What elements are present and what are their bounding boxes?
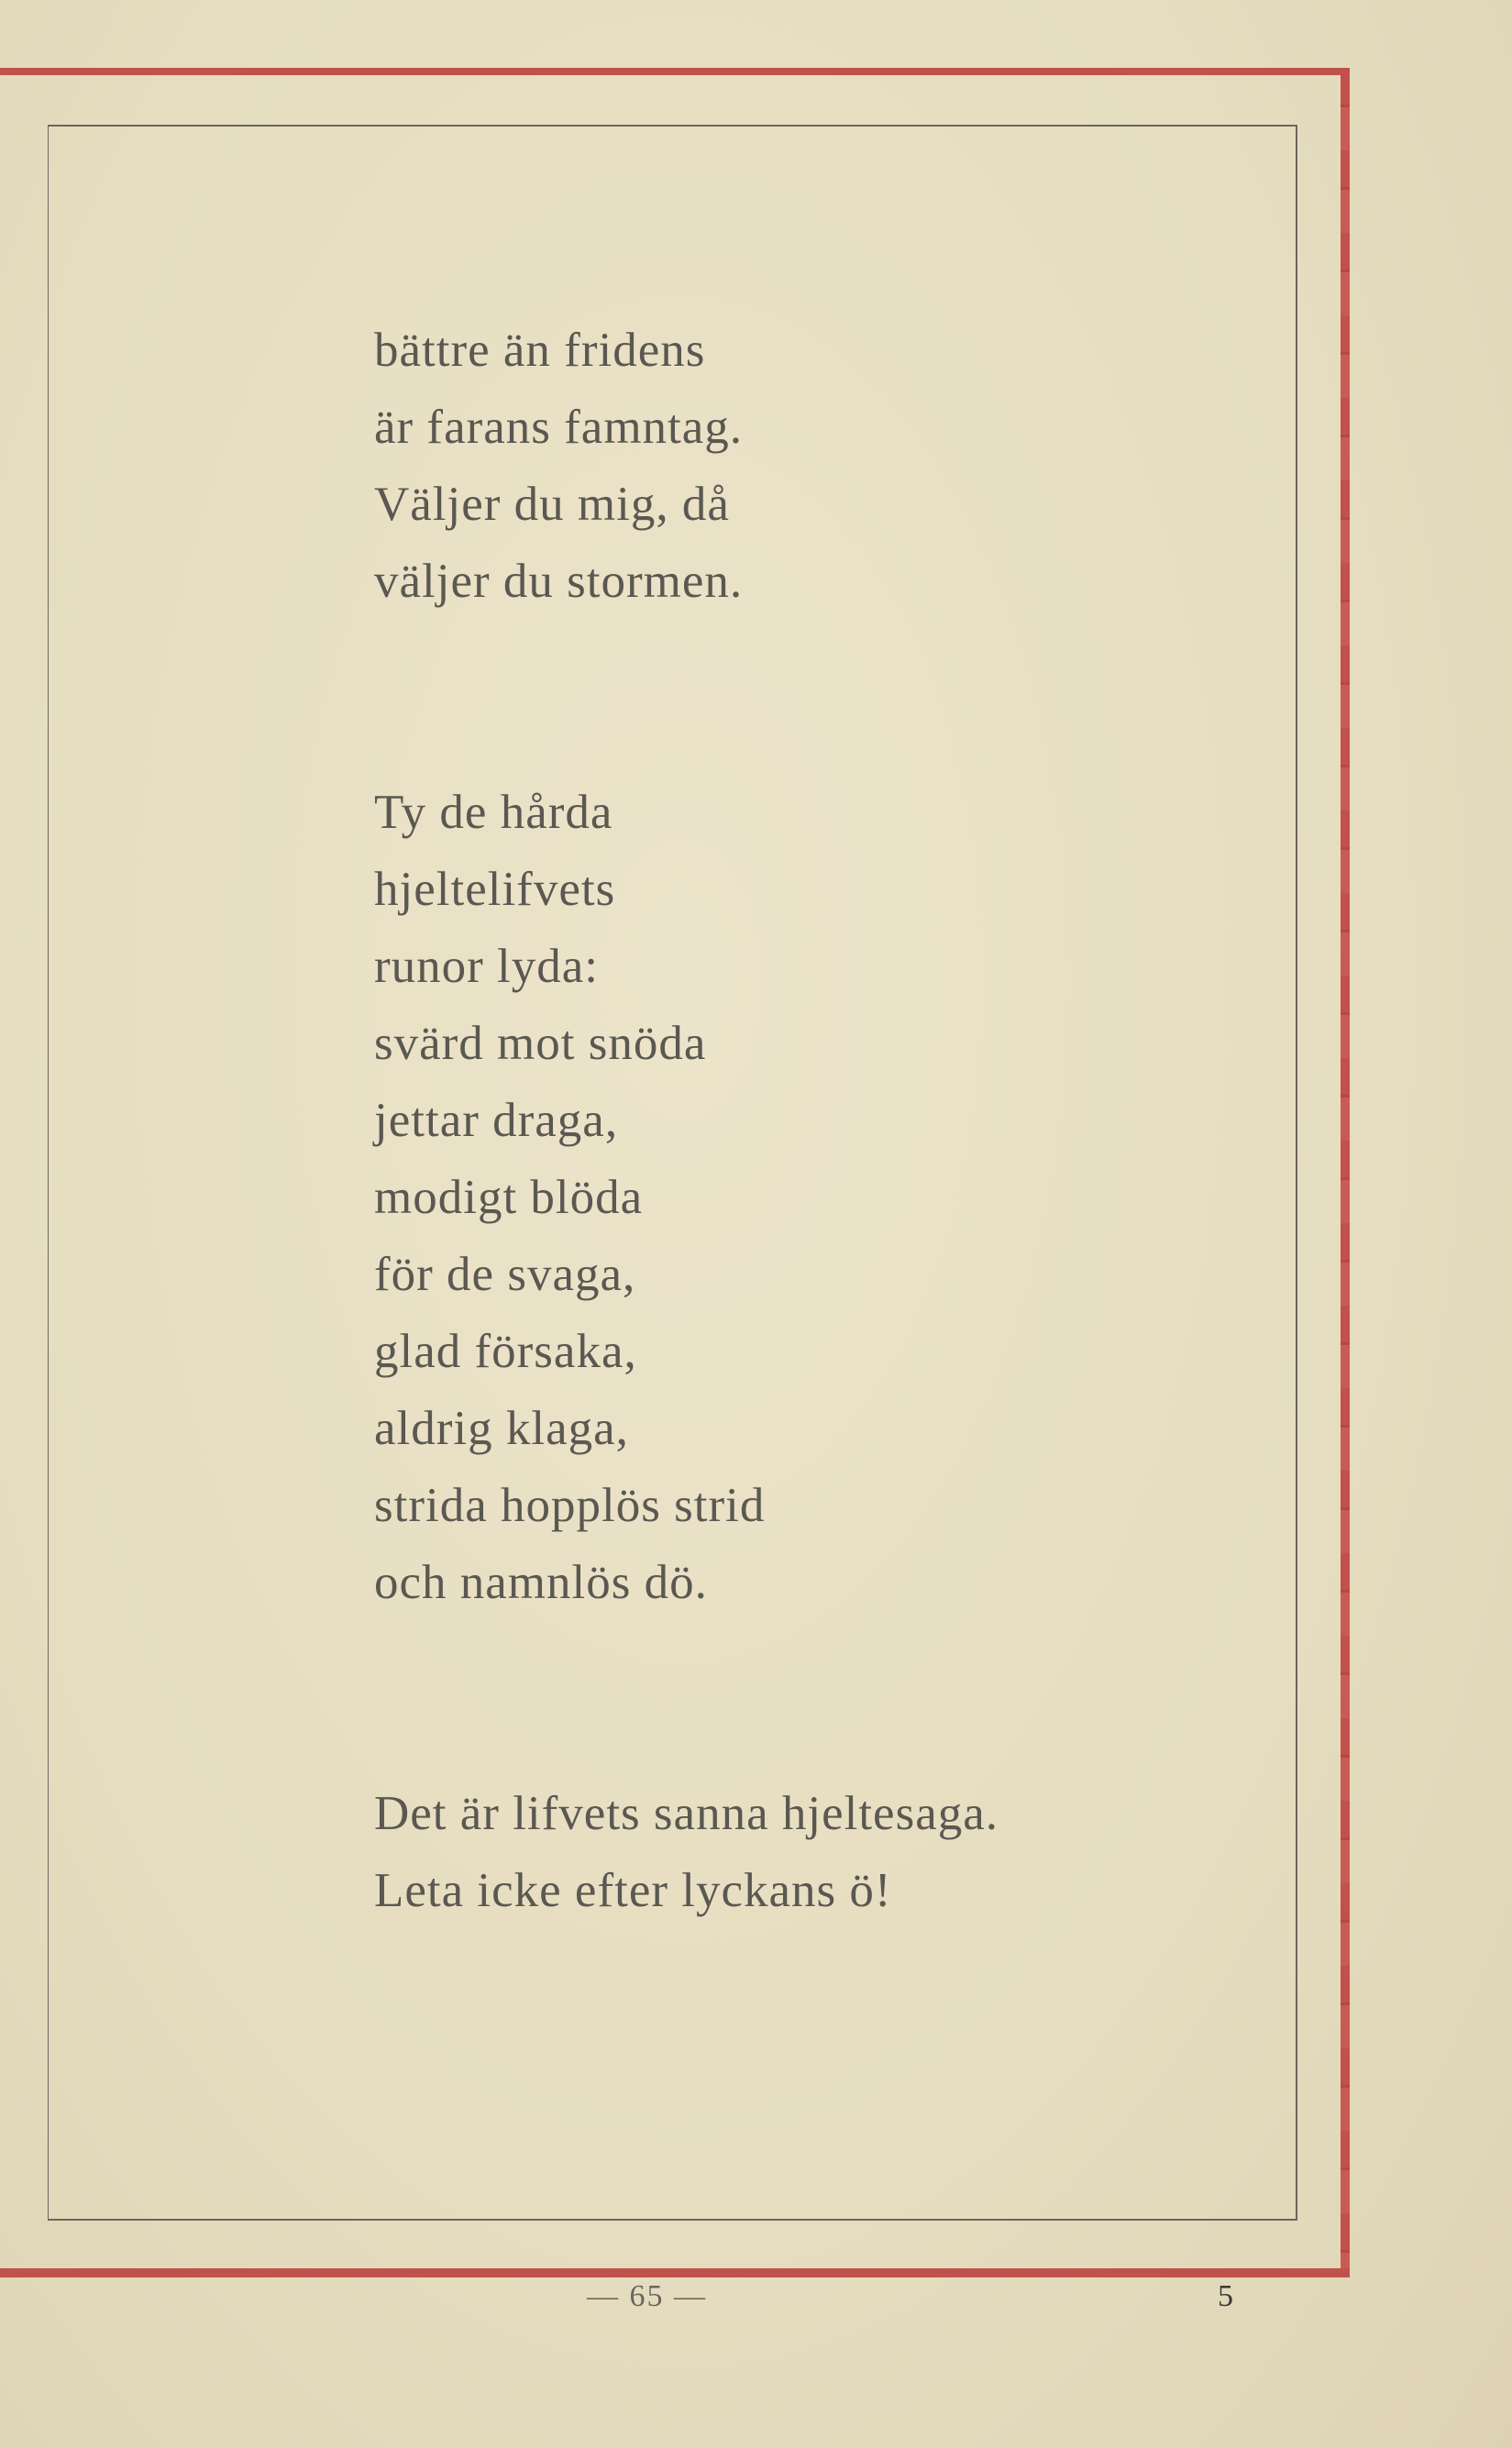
- poem-line: Leta icke efter lyckans ö!: [374, 1864, 892, 1917]
- poem-line: jettar draga,: [374, 1094, 619, 1147]
- poem-line: modigt blöda: [374, 1171, 644, 1224]
- poem-line: runor lyda:: [374, 940, 600, 993]
- stanza-1: [374, 312, 999, 620]
- signature-mark: 5: [1218, 2279, 1233, 2313]
- red-border-right: [1341, 68, 1350, 2277]
- red-border-top: [0, 68, 1350, 75]
- poem-line: Väljer du mig, då: [374, 478, 730, 531]
- poem-line: aldrig klaga,: [374, 1402, 629, 1455]
- poem-line: bättre än fridens: [374, 324, 706, 377]
- poem-line: glad försaka,: [374, 1325, 637, 1378]
- poem-text: [374, 312, 999, 1929]
- poem-line: hjeltelifvets: [374, 863, 616, 916]
- poem-line: strida hopplös strid: [374, 1479, 766, 1532]
- red-border-bottom: [0, 2268, 1350, 2277]
- stanza-3: [374, 1775, 999, 1929]
- page-number: — 65 —: [587, 2279, 707, 2313]
- poem-line: Det är lifvets sanna hjeltesaga.: [374, 1787, 999, 1840]
- poem-line: är farans famntag.: [374, 401, 744, 454]
- poem-line: och namnlös dö.: [374, 1556, 708, 1609]
- poem-line: Ty de hårda: [374, 786, 613, 839]
- poem-line: svärd mot snöda: [374, 1017, 707, 1070]
- poem-line: väljer du stormen.: [374, 555, 744, 608]
- stanza-2: [374, 774, 999, 1621]
- poem-line: för de svaga,: [374, 1248, 636, 1301]
